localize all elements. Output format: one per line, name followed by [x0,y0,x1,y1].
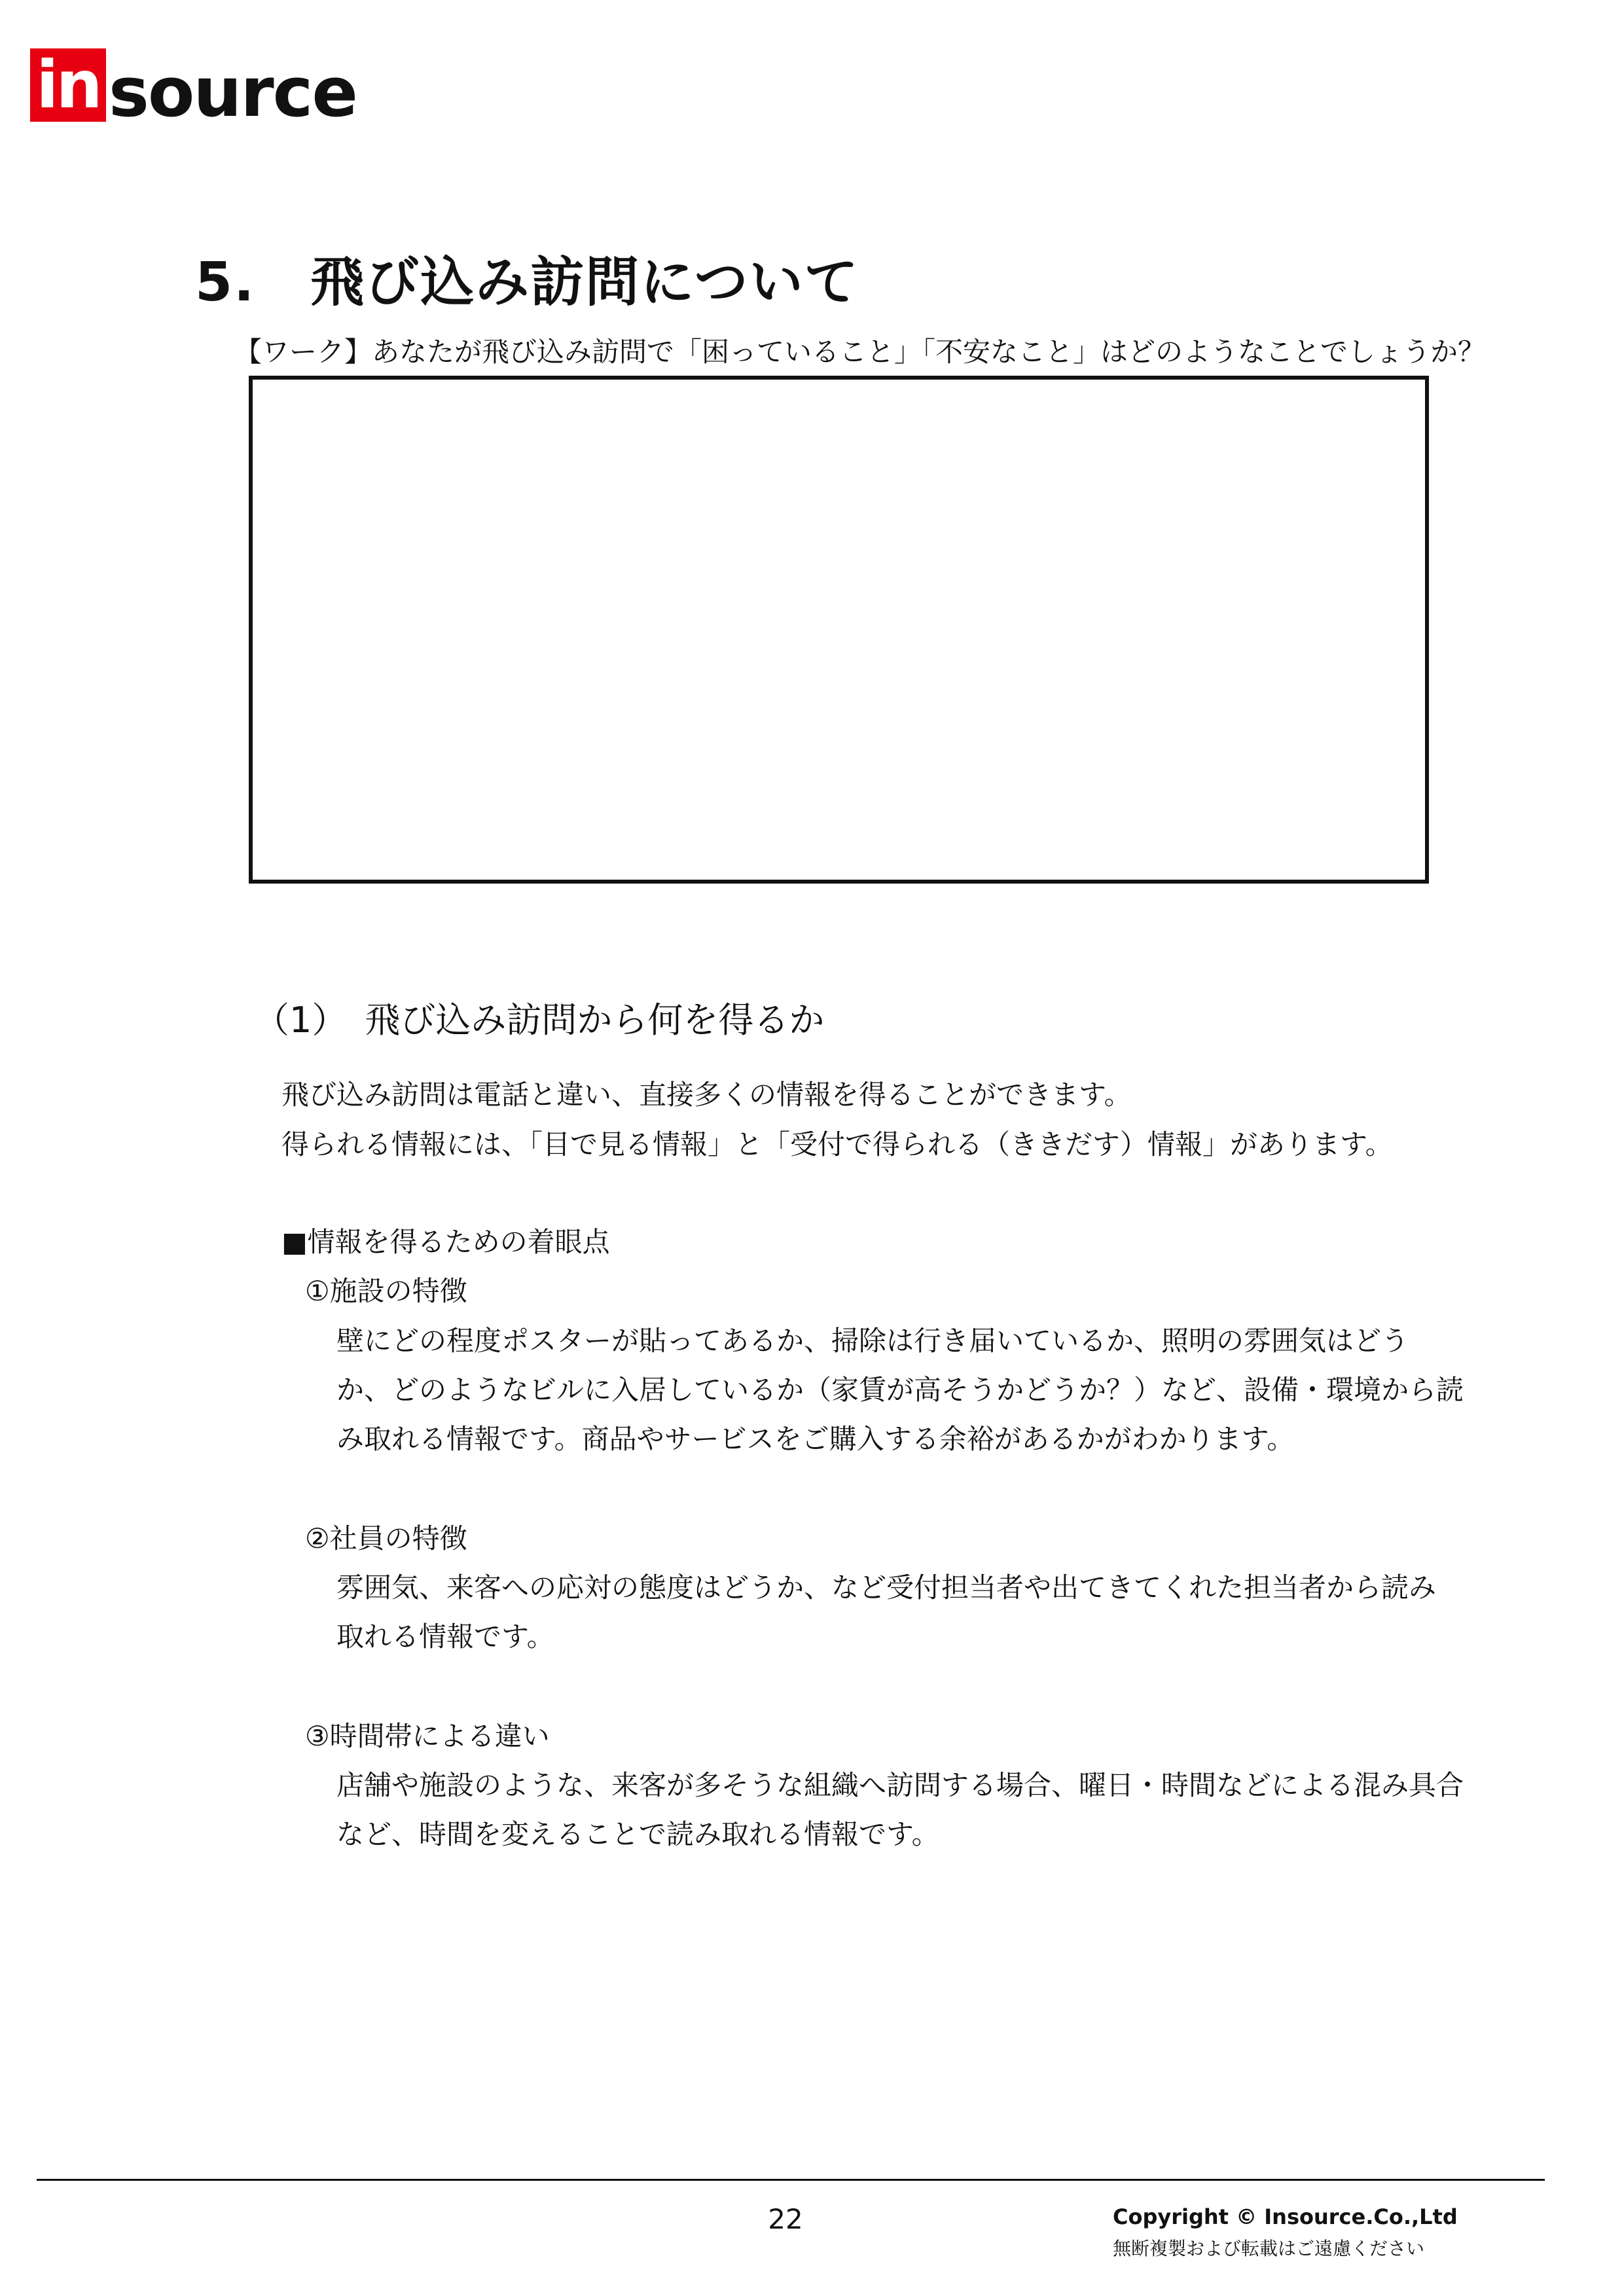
focus-item-label-staff: ②社員の特徴 [305,1522,467,1554]
reproduction-notice: 無断複製および転載はご遠慮ください [1113,2238,1425,2259]
page-title: 5. 飛び込み訪問について [195,251,859,314]
footer-divider [37,2179,1545,2181]
focus-item-label-facility: ①施設の特徴 [305,1275,467,1307]
logo-in-block: in [30,48,106,122]
focus-item-text: 取れる情報です。 [336,1621,554,1653]
focus-item-text: 壁にどの程度ポスターが貼ってあるか、掃除は行き届いているか、照明の雰囲気はどう [336,1325,1409,1357]
focus-item-text: 店舗や施設のような、来客が多そうな組織へ訪問する場合、曜日・時間などによる混み具合 [336,1769,1464,1801]
focus-item-text: み取れる情報です。商品やサービスをご購入する余裕があるかがわかります。 [336,1423,1295,1455]
intro-line-1: 飛び込み訪問は電話と違い、直接多くの情報を得ることができます。 [281,1079,1132,1111]
section-heading: （1） 飛び込み訪問から何を得るか [254,999,825,1041]
focus-item-label-time: ③時間帯による違い [305,1720,550,1752]
copyright-text: Copyright © Insource.Co.,Ltd [1113,2204,1458,2229]
answer-box[interactable] [249,376,1429,884]
focus-heading: ■情報を得るための着眼点 [281,1226,610,1258]
work-prompt: 【ワーク】あなたが飛び込み訪問で「困っていること」「不安なこと」はどのようなことでしょうか？ [234,336,1486,368]
logo-source-text: source [109,52,357,132]
focus-item-text: か、どのようなビルに入居しているか（家賃が高そうかどうか？）など、設備・環境から読 [336,1374,1464,1406]
page-number: 22 [768,2203,803,2235]
insource-logo [30,46,357,132]
intro-line-2: 得られる情報には、「目で見る情報」と「受付で得られる（ききだす）情報」があります。 [281,1128,1393,1160]
focus-item-text: 雰囲気、来客への応対の態度はどうか、など受付担当者や出てきてくれた担当者から読み [336,1571,1437,1604]
focus-item-text: など、時間を変えることで読み取れる情報です。 [336,1818,939,1850]
